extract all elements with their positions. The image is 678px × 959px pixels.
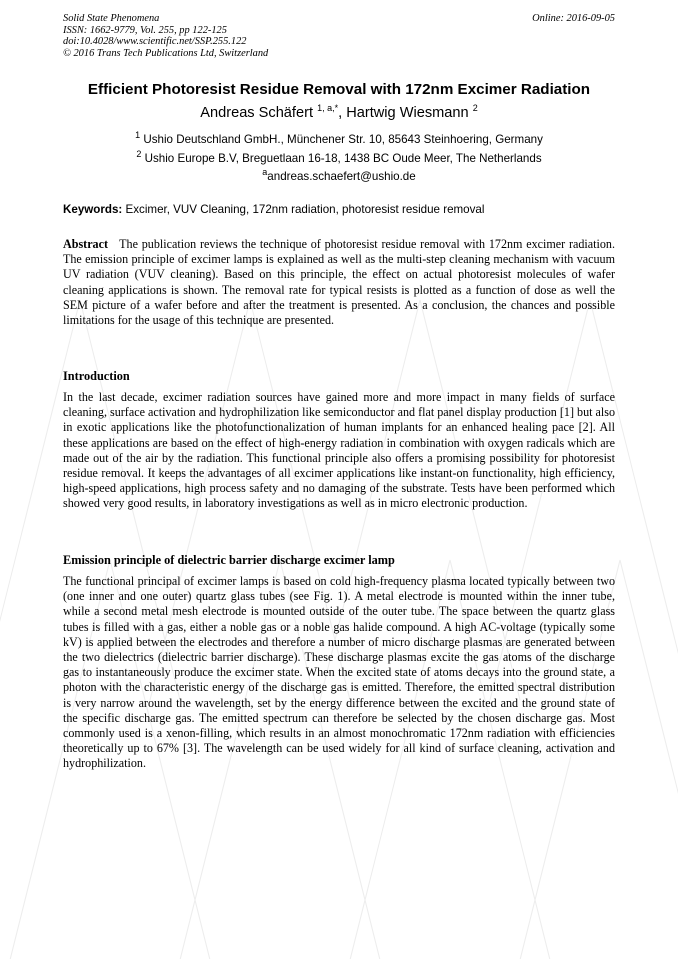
section-heading-introduction: Introduction <box>63 369 130 383</box>
affiliation-2-sup: 2 <box>136 149 142 159</box>
journal-header <box>63 13 615 59</box>
keywords <box>63 203 615 216</box>
author-separator: , <box>338 104 347 121</box>
affiliation-2-text: Ushio Europe B.V, Breguetlaan 16-18, 1438 BC Oude Meer, The Netherlands <box>144 151 542 165</box>
journal-name: Solid State Phenomena <box>63 13 160 24</box>
journal-doi: doi:10.4028/www.scientific.net/SSP.255.122 <box>63 36 247 47</box>
journal-copyright: © 2016 Trans Tech Publications Ltd, Switzerland <box>63 47 269 59</box>
author-1-sup: 1, a,* <box>317 103 339 113</box>
keywords-label: Keywords: <box>63 203 123 216</box>
author-line <box>40 103 638 121</box>
abstract-text: The publication reviews the technique of photoresist residue removal with 172nm excimer radiation. The emission principle of excimer lamps is explained as well as the multi-step cleaning mechanism with vacuum UV radiation (VUV cleaning). Based on this principle, the effect on actual photoresist molecules of wafer cleaning applications is shown. The removal rate for typical resists is plotted as a function of dose as well the SEM picture of a wafer before and after the treatment is presented. As a conclusion, the chances and possible limitations for the usage of this technique are presented. <box>63 237 615 328</box>
email-sup: a <box>262 167 268 177</box>
affiliation-1 <box>40 130 638 146</box>
abstract <box>63 237 615 328</box>
paper-title: Efficient Photoresist Residue Removal with 172nm Excimer Radiation <box>87 81 591 98</box>
keywords-text: Excimer, VUV Cleaning, 172nm radiation, photoresist residue removal <box>125 203 485 216</box>
abstract-label: Abstract <box>63 237 109 251</box>
online-date: Online: 2016-09-05 <box>532 13 615 24</box>
author-2: Hartwig Wiesmann <box>346 104 469 121</box>
affiliation-email <box>40 167 638 183</box>
affiliation-1-sup: 1 <box>135 130 141 140</box>
emission-text: The functional principal of excimer lamps is based on cold high-frequency plasma located typically between two (one inner and one outer) quartz glass tubes (see Fig. 1). A metal electrode is mounted within the inner tube, while a second metal mesh electrode is mounted outside of the outer tube. The space between the quartz glass tubes is filled with a gas, either a noble gas or a noble gas halide compound. A high AC-voltage (typically some kV) is applied between the electrodes and therefore a number of micro discharge plasmas are generated between the two dielectrics (dielectric barrier discharge). These discharge plasmas excite the gas atoms of the discharge gas to instantaneously produce the excimer state. When the excited state of atoms decays into the ground state, a photon with the characteristic energy of the discharge gas is emitted. Therefore, the emitted spectral distribution is very narrow around the wavelength, set by the energy difference between the excited and the ground state of the specific discharge gas. The emitted spectrum can therefore be selected by the chosen discharge gas. Most commonly used is a xenon-filling, which results in an almost monochromatic 172nm radiation with efficiencies theoretically up to 67% [3]. The wavelength can be used widely for all kind of surface cleaning, activation and hydrophilization. <box>63 574 615 771</box>
author-2-sup: 2 <box>472 103 478 113</box>
affiliation-2 <box>40 149 638 165</box>
author-1: Andreas Schäfert <box>200 104 314 121</box>
affiliation-1-text: Ushio Deutschland GmbH., Münchener Str. 10, 85643 Steinhoering, Germany <box>143 132 543 146</box>
email-text: andreas.schaefert@ushio.de <box>267 169 416 183</box>
journal-issn: ISSN: 1662-9779, Vol. 255, pp 122-125 <box>63 24 227 36</box>
section-heading-emission: Emission principle of dielectric barrier discharge excimer lamp <box>63 553 395 567</box>
introduction-text: In the last decade, excimer radiation sources have gained more and more impact in many fields of surface cleaning, surface activation and hydrophilization like semiconductor and flat panel display production [1] but also in exotic applications like the photofunctionalization of human implants for an enhanced healing pace [2]. All these applications are based on the effect of high-energy radiation in combination with oxygen radicals which are made out of the air by the radiation. This functional principle also offers a promising possibility for photoresist residue removal. It keeps the advantages of all excimer applications like instant-on functionality, high efficiency, high-speed applications, high process safety and no damaging of the substrate. Tests have been performed which showed very good results, in laboratory investigations as well as in micro electronic production. <box>63 390 615 511</box>
